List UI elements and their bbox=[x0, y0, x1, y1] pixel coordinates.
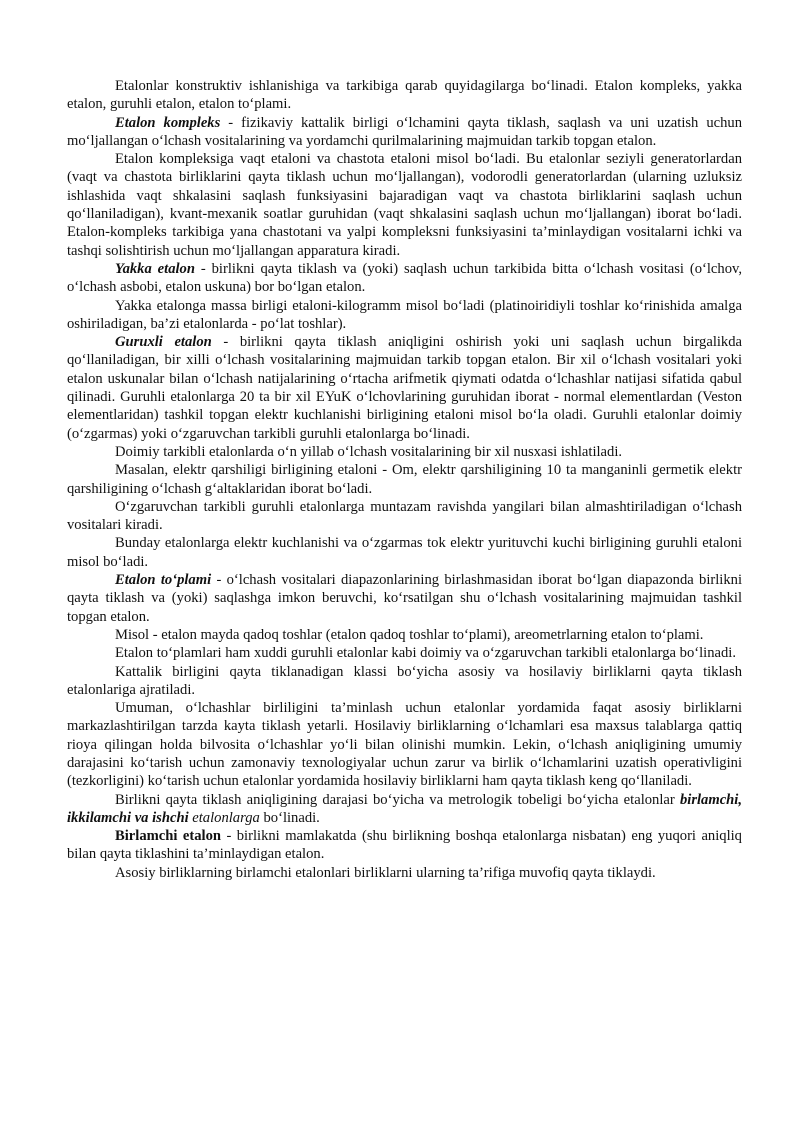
paragraph-text: - birlikni qayta tiklash va (yoki) saqlash uchun tarkibida bitta o‘lchash vositasi (o‘lchov, o‘lchash asbobi, etalon uskuna) bor bo‘lgan etalon. bbox=[67, 260, 742, 296]
paragraph-text: - birlikni mamlakatda (shu birlikning boshqa etalonlarga nisbatan) eng yuqori aniqliq bilan qayta tiklashini ta’minlaydigan etalon. bbox=[67, 828, 742, 863]
paragraph-guruxli-etalon bbox=[67, 333, 742, 443]
term-birlamchi-etalon: Birlamchi etalon bbox=[115, 828, 221, 845]
paragraph-text: O‘zgaruvchan tarkibli guruhli etalonlarga muntazam ravishda yangilari bilan almashtiriladigan o‘lchash vositalari kiradi. bbox=[67, 498, 742, 534]
paragraph-text: Kattalik birligini qayta tiklanadigan klassi bo‘yicha asosiy va hosilaviy birliklarni qayta tiklash etalonlariga ajratiladi. bbox=[67, 663, 742, 698]
term-etalon-kompleks: Etalon kompleks bbox=[115, 114, 221, 131]
paragraph-yakka-etalon bbox=[67, 260, 742, 297]
paragraph-text: Masalan, elektr qarshiligi birligining etaloni - Om, elektr qarshiligining 10 ta manganinli germetik elektr qarshiligining o‘lchash g‘altaklaridan iborat bo‘ladi. bbox=[67, 462, 742, 497]
paragraph-intro bbox=[67, 77, 742, 114]
paragraph-text: Etalon kompleksiga vaqt etaloni va chastota etaloni misol bo‘ladi. Bu etalonlar seziyli generatorlardan (vaqt va chastota birliklarini qayta tiklash uchun mo‘ljallangan), vodorodli generatorlardan (ularning uzluksiz ishlashida vaqt shkalasini saqlash funksiyasini bajaradigan vaqt va chastota birliklarini saqlash uchun qo‘llaniladigan), kvant-mexanik soatlar guruhidan (vaqt shkalasini saqlash uchun mo‘ljallangan) iborat bo‘ladi. Etalon-kompleks tarkibiga yana chastotani va yalpi kompleksni funksiyasini ta’minlaydigan vositalarni ichki va tashqi solishtirish uchun mo‘ljallangan apparatura kiradi. bbox=[67, 151, 742, 259]
paragraph-kompleks-example bbox=[67, 150, 742, 260]
paragraph-etalon-toplami bbox=[67, 571, 742, 626]
paragraph-text: - birlikni qayta tiklash aniqligini oshirish yoki uni saqlash uchun birgalikda qo‘llaniladigan, bir xilli o‘lchash vositalarining majmuidan tarkib topgan etalon. Bir xil o‘lchash vositalari yoki etalon uskunalar bilan o‘lchash natijalarining o‘rtacha arifmetik qiymati odatda o‘lchashlar natijasi sifatida qabul qilinadi. Guruhli etalonlarga 20 ta bir xil EYuK o‘lchovlarining guruhidan iborat - normal elementlardan (Veston elementlaridan) tashkil topgan elektr kuchlanishi birligining etaloni misol bo‘la oladi. Guruhli etalonlar doimiy (o‘zgarmas) yoki o‘zgaruvchan tarkibli guruhli etalonlarga bo‘linadi. bbox=[67, 334, 742, 442]
paragraph-ozgaruvchan bbox=[67, 498, 742, 535]
paragraph-aniqlik-darajasi bbox=[67, 791, 742, 828]
paragraph-etalon-kompleks bbox=[67, 114, 742, 151]
term-etalonlarga: etalonlarga bbox=[188, 809, 260, 826]
paragraph-text: - o‘lchash vositalari diapazonlarining birlashmasidan iborat bo‘lgan diapazonda birlikni qayta tiklash va (yoki) saqlashga imkon beruvchi, ko‘rsatilgan shu o‘lchash vositalarining majmuidan tashkil topgan etalon. bbox=[67, 572, 743, 625]
paragraph-text: Etalon to‘plamlari ham xuddi guruhli etalonlar kabi doimiy va o‘zgaruvchan tarkibli etalonlarga bo‘linadi. bbox=[115, 645, 736, 662]
paragraph-text: Umuman, o‘lchashlar birliligini ta’minlash uchun etalonlar yordamida faqat asosiy birliklarni markazlashtirilgan tarzda kayta tiklash yetarli. Hosilaviy birliklarning o‘lchamlari esa maxsus talablarga qattiq rioya qilingan holda bilvosita o‘lchashlar yo‘li bilan olinishi mumkin. Lekin, o‘lchash aniqligining umumiy darajasini ko‘tarish uchun zamonaviy texnologiyalar uchun zarur va birlik o‘lchamlarini uzatish operativligini (tezkorligini) ko‘tarish uchun etalonlar yordamida hosilaviy birliklarni ham qayta tiklash keng qo‘llaniladi. bbox=[67, 700, 742, 790]
paragraph-text: - fizikaviy kattalik birligi o‘lchamini qayta tiklash, saqlash va uni uzatish uchun mo‘ljallangan o‘lchash vositalarining va yordamchi qurilmalarining majmuidan tarkib topgan etalon. bbox=[67, 114, 742, 149]
paragraph-text: Doimiy tarkibli etalonlarda o‘n yillab o‘lchash vositalarining bir xil nusxasi ishlatiladi. bbox=[115, 443, 623, 460]
paragraph-asosiy bbox=[67, 864, 742, 882]
term-yakka-etalon: Yakka etalon bbox=[115, 260, 195, 277]
document-page bbox=[67, 77, 742, 882]
term-guruxli-etalon: Guruxli etalon bbox=[115, 334, 212, 351]
paragraph-masalan bbox=[67, 461, 742, 498]
paragraph-text: bo‘linadi. bbox=[259, 809, 320, 826]
paragraph-text: Yakka etalonga massa birligi etaloni-kilogramm misol bo‘ladi (platinoiridiyli toshlar ko‘rinishida amalga oshiriladigan, ba’zi etalonlarda - po‘lat toshlar). bbox=[67, 297, 742, 332]
paragraph-text: Bunday etalonlarga elektr kuchlanishi va o‘zgarmas tok elektr yurituvchi kuchi birligining guruhli etaloni misol bo‘ladi. bbox=[67, 535, 742, 570]
paragraph-text: Asosiy birliklarning birlamchi etalonlari birliklarni ularning ta’rifiga muvofiq qayta tiklaydi. bbox=[115, 864, 656, 881]
paragraph-toplamlari bbox=[67, 644, 742, 662]
paragraph-text: Birlikni qayta tiklash aniqligining darajasi bo‘yicha va metrologik tobeligi bo‘yicha etalonlar bbox=[115, 791, 680, 808]
paragraph-misol bbox=[67, 626, 742, 644]
paragraph-birlamchi-etalon bbox=[67, 827, 742, 864]
paragraph-text: Etalonlar konstruktiv ishlanishiga va tarkibiga qarab quyidagilarga bo‘linadi. Etalon kompleks, yakka etalon, guruhli etalon, etalon to‘plami. bbox=[67, 78, 742, 113]
term-etalon-levels: birlamchi, ikkilamchi va ishchi bbox=[67, 791, 742, 826]
term-etalon-toplami: Etalon to‘plami bbox=[115, 572, 212, 589]
paragraph-doimiy bbox=[67, 443, 742, 461]
paragraph-text: Misol - etalon mayda qadoq toshlar (etalon qadoq toshlar to‘plami), areometrlarning etalon to‘plami. bbox=[115, 626, 704, 643]
paragraph-bunday bbox=[67, 534, 742, 571]
paragraph-umuman bbox=[67, 699, 742, 790]
paragraph-yakka-example bbox=[67, 297, 742, 334]
paragraph-kattalik bbox=[67, 663, 742, 700]
